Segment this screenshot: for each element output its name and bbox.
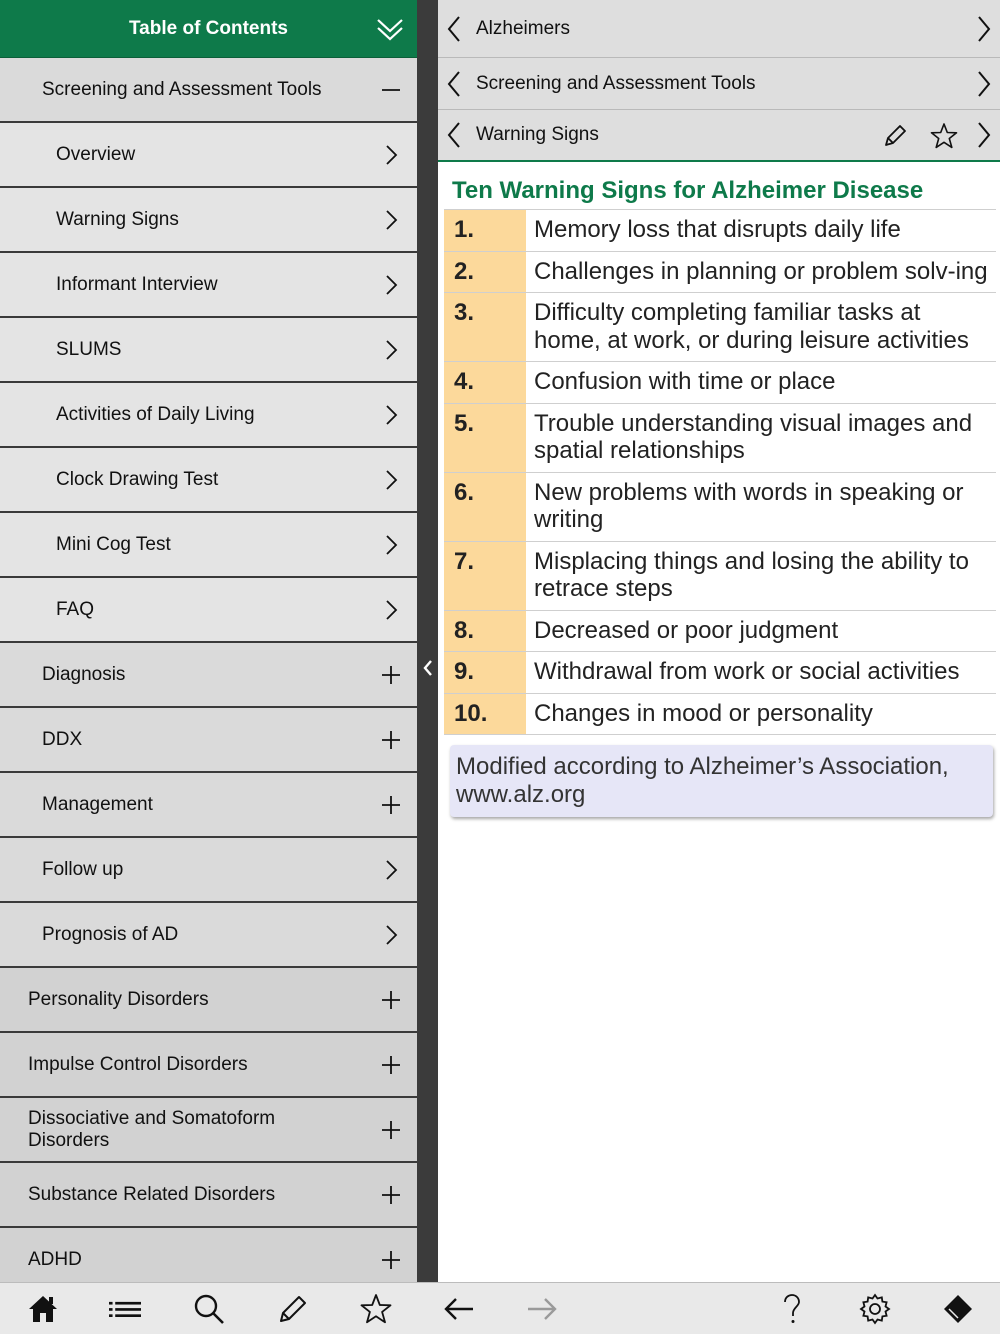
help-icon[interactable] <box>776 1293 808 1325</box>
toc-item[interactable] <box>0 253 417 318</box>
sign-text: Challenges in planning or problem solv-ing <box>526 251 996 293</box>
breadcrumb-label: Warning Signs <box>476 124 599 145</box>
pane-divider[interactable] <box>417 0 438 1282</box>
toc-item[interactable] <box>0 58 417 123</box>
toc-item[interactable] <box>0 318 417 383</box>
toc-item[interactable] <box>0 188 417 253</box>
plus-icon[interactable] <box>379 1118 403 1142</box>
star-icon[interactable] <box>930 122 958 150</box>
collapse-pane-icon[interactable] <box>420 656 436 680</box>
toc-item-label: Diagnosis <box>42 663 126 685</box>
forward-arrow-icon[interactable] <box>526 1293 558 1325</box>
toc-item-label: Personality Disorders <box>28 988 209 1010</box>
sign-text: Difficulty completing familiar tasks at home, at work, or during leisure activities <box>526 293 996 362</box>
plus-icon[interactable] <box>379 1183 403 1207</box>
source-footnote: Modified according to Alzheimer’s Association, www.alz.org <box>450 745 993 817</box>
toc-item[interactable] <box>0 383 417 448</box>
toc-item-label: Warning Signs <box>56 208 179 230</box>
toc-item[interactable] <box>0 448 417 513</box>
sign-number: 3. <box>444 293 526 362</box>
chevron-right-icon[interactable] <box>974 14 994 44</box>
toc-item-label: Screening and Assessment Tools <box>42 78 322 100</box>
chevron-left-icon[interactable] <box>444 120 464 150</box>
minus-icon[interactable] <box>379 78 403 102</box>
sign-number: 10. <box>444 693 526 735</box>
chevron-right-icon[interactable] <box>379 923 403 947</box>
breadcrumb-alzheimers[interactable] <box>438 0 1000 58</box>
sign-text: Trouble understanding visual images and spatial relationships <box>526 403 996 472</box>
chevron-right-icon[interactable] <box>974 69 994 99</box>
toc-item[interactable] <box>0 643 417 708</box>
content-panel <box>438 0 1000 1282</box>
list-icon[interactable] <box>109 1293 141 1325</box>
sign-number: 6. <box>444 472 526 541</box>
table-row <box>444 610 996 652</box>
toc-item-label: Impulse Control Disorders <box>28 1053 248 1075</box>
toc-item-label: Substance Related Disorders <box>28 1183 276 1205</box>
article-title: Ten Warning Signs for Alzheimer Disease <box>444 176 996 210</box>
plus-icon[interactable] <box>379 988 403 1012</box>
table-row <box>444 293 996 362</box>
star-icon[interactable] <box>360 1293 392 1325</box>
table-row <box>444 251 996 293</box>
sign-text: Changes in mood or personality <box>526 693 996 735</box>
plus-icon[interactable] <box>379 793 403 817</box>
plus-icon[interactable] <box>379 1248 403 1272</box>
plus-icon[interactable] <box>379 1053 403 1077</box>
breadcrumb-label: Screening and Assessment Tools <box>476 72 756 94</box>
chevron-right-icon[interactable] <box>379 533 403 557</box>
sign-number: 1. <box>444 210 526 251</box>
toc-item-label: Follow up <box>42 858 124 880</box>
pencil-icon[interactable] <box>882 123 908 149</box>
toc-item-label: Informant Interview <box>56 273 218 295</box>
toc-item[interactable] <box>0 123 417 188</box>
article-content <box>444 176 996 817</box>
chevron-right-icon[interactable] <box>379 338 403 362</box>
table-row <box>444 472 996 541</box>
sign-number: 8. <box>444 610 526 652</box>
toc-item[interactable] <box>0 1033 417 1098</box>
toc-item[interactable] <box>0 1098 417 1163</box>
chevron-right-icon[interactable] <box>974 120 994 150</box>
toc-item-label: ADHD <box>28 1248 82 1270</box>
bottom-toolbar <box>0 1282 1000 1334</box>
pencil-icon[interactable] <box>277 1293 309 1325</box>
sign-number: 2. <box>444 251 526 293</box>
chevron-right-icon[interactable] <box>379 208 403 232</box>
toc-item-label: Mini Cog Test <box>56 533 171 555</box>
eraser-icon[interactable] <box>942 1293 974 1325</box>
table-row <box>444 362 996 404</box>
toc-item-label: Management <box>42 793 153 815</box>
toc-item[interactable] <box>0 1228 417 1282</box>
sign-number: 5. <box>444 403 526 472</box>
sign-number: 9. <box>444 652 526 694</box>
sign-text: Misplacing things and losing the ability to retrace steps <box>526 541 996 610</box>
toc-item-label: DDX <box>42 728 83 750</box>
sign-text: Confusion with time or place <box>526 362 996 404</box>
toc-item-label: Overview <box>56 143 136 165</box>
toc-item-label: Activities of Daily Living <box>56 403 255 425</box>
table-row <box>444 652 996 694</box>
chevron-right-icon[interactable] <box>379 273 403 297</box>
sign-text: Decreased or poor judgment <box>526 610 996 652</box>
table-row <box>444 693 996 735</box>
chevron-right-icon[interactable] <box>379 598 403 622</box>
sign-text: Memory loss that disrupts daily life <box>526 210 996 251</box>
settings-icon[interactable] <box>859 1293 891 1325</box>
table-of-contents-panel <box>0 0 417 1282</box>
table-row <box>444 210 996 251</box>
toc-item-label: SLUMS <box>56 338 122 360</box>
back-arrow-icon[interactable] <box>443 1293 475 1325</box>
toc-item[interactable] <box>0 838 417 903</box>
toc-title: Table of Contents <box>128 18 289 39</box>
toc-item[interactable] <box>0 513 417 578</box>
collapse-all-icon[interactable] <box>375 14 405 44</box>
toc-item[interactable] <box>0 968 417 1033</box>
chevron-left-icon[interactable] <box>444 69 464 99</box>
breadcrumb-screening[interactable] <box>438 58 1000 110</box>
sign-text: Withdrawal from work or social activities <box>526 652 996 694</box>
home-icon[interactable] <box>27 1293 59 1325</box>
sign-number: 4. <box>444 362 526 404</box>
toc-item-label: Dissociative and Somatoform Disorders <box>28 1107 276 1151</box>
toc-item-label: FAQ <box>56 598 95 620</box>
toc-item-label: Clock Drawing Test <box>56 468 219 490</box>
toc-item[interactable] <box>0 903 417 968</box>
breadcrumb-label: Alzheimers <box>476 17 570 39</box>
breadcrumb-warning-signs[interactable] <box>438 110 1000 162</box>
chevron-right-icon[interactable] <box>379 403 403 427</box>
sign-number: 7. <box>444 541 526 610</box>
toc-item[interactable] <box>0 1163 417 1228</box>
chevron-left-icon[interactable] <box>444 14 464 44</box>
sign-text: New problems with words in speaking or writing <box>526 472 996 541</box>
search-icon[interactable] <box>193 1293 225 1325</box>
chevron-right-icon[interactable] <box>379 858 403 882</box>
table-row <box>444 403 996 472</box>
toc-item[interactable] <box>0 773 417 838</box>
warning-signs-table <box>444 210 996 735</box>
toc-list <box>0 58 417 1282</box>
chevron-right-icon[interactable] <box>379 143 403 167</box>
toc-item[interactable] <box>0 578 417 643</box>
chevron-right-icon[interactable] <box>379 468 403 492</box>
toc-header <box>0 0 417 58</box>
table-row <box>444 541 996 610</box>
toc-item-label: Prognosis of AD <box>42 923 179 945</box>
plus-icon[interactable] <box>379 728 403 752</box>
plus-icon[interactable] <box>379 663 403 687</box>
toc-item[interactable] <box>0 708 417 773</box>
